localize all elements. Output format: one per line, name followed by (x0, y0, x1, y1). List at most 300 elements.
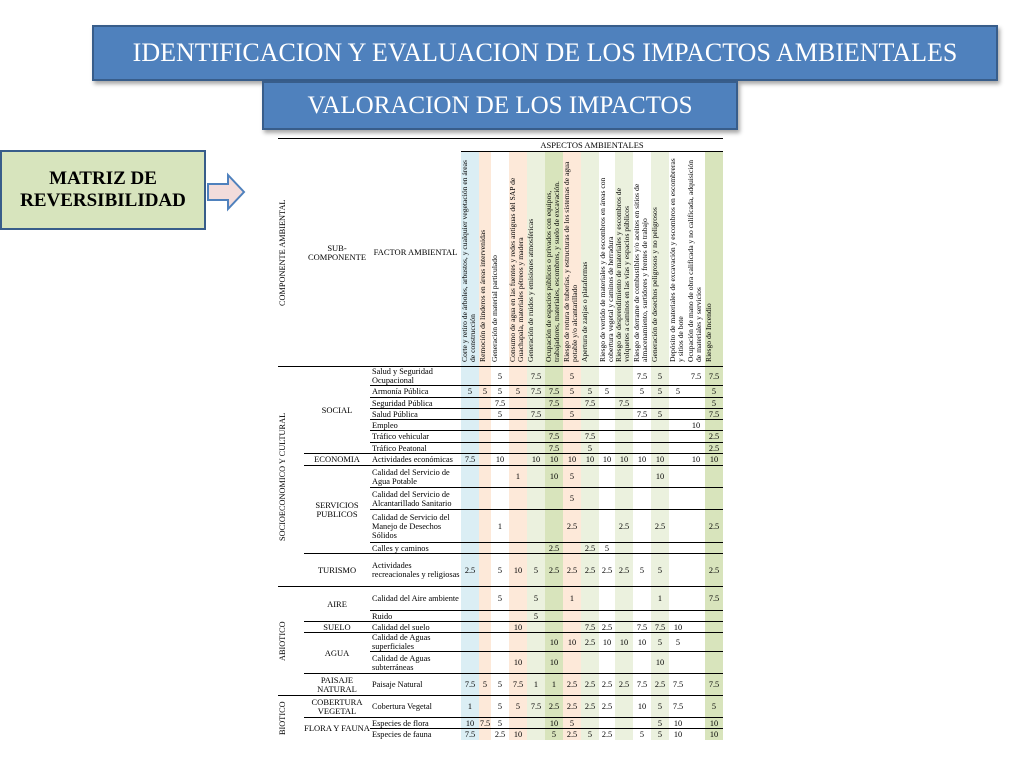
value-cell (581, 510, 599, 543)
value-cell: 7.5 (491, 398, 509, 409)
value-cell (599, 466, 615, 488)
value-cell: 5 (527, 611, 545, 622)
value-cell (479, 729, 491, 740)
value-cell: 10 (527, 454, 545, 466)
aspect-label: Generación de ruidos y emisiones atmosféricas (526, 218, 535, 362)
value-cell (479, 696, 491, 718)
value-cell (705, 611, 723, 622)
value-cell (669, 652, 687, 674)
value-cell (527, 488, 545, 510)
value-cell: 5 (651, 367, 669, 386)
value-cell (545, 611, 563, 622)
value-cell: 2.5 (599, 674, 615, 696)
value-cell (527, 543, 545, 554)
value-cell (615, 543, 633, 554)
value-cell (491, 420, 509, 431)
value-cell (479, 431, 491, 443)
value-cell (669, 431, 687, 443)
value-cell: 10 (545, 718, 563, 729)
value-cell: 7.5 (633, 622, 651, 633)
value-cell (633, 543, 651, 554)
aspect-header-3 (491, 152, 509, 367)
aspect-header-12 (651, 152, 669, 367)
value-cell (581, 466, 599, 488)
value-cell (599, 718, 615, 729)
value-cell: 2.5 (599, 696, 615, 718)
value-cell: 7.5 (461, 729, 479, 740)
value-cell: 2.5 (461, 554, 479, 587)
value-cell (563, 398, 581, 409)
factor-cell: Empleo (370, 420, 461, 431)
value-cell: 7.5 (669, 674, 687, 696)
value-cell (545, 420, 563, 431)
value-cell (461, 633, 479, 652)
value-cell (615, 729, 633, 740)
value-cell (563, 652, 581, 674)
value-cell: 5 (491, 674, 509, 696)
value-cell: 7.5 (461, 454, 479, 466)
table-row (278, 454, 723, 466)
value-cell: 5 (461, 386, 479, 398)
value-cell (599, 398, 615, 409)
value-cell: 10 (563, 454, 581, 466)
aspect-label: Depósito de materiales de excavación y escombros en escombreras y sitios de bote (668, 158, 685, 362)
factor-cell: Seguridad Pública (370, 398, 461, 409)
component-cell (278, 696, 304, 740)
aspect-header-11 (633, 152, 651, 367)
factor-cell: Calidad del Servicio de Alcantarillado Sanitario (370, 488, 461, 510)
aspect-header-6 (545, 152, 563, 367)
value-cell (687, 652, 705, 674)
aspect-label: Consumo de agua en las fuentes y redes antiguas del SAP de Guachapala, materiales pétreos y madera (508, 177, 525, 362)
value-cell (491, 431, 509, 443)
value-cell (651, 443, 669, 454)
aspect-label: Corte y retiro de árboles, arbustos, y cualquier vegetación en áreas de construcción (460, 160, 477, 362)
value-cell: 1 (651, 587, 669, 611)
value-cell (461, 652, 479, 674)
value-cell (633, 431, 651, 443)
factor-cell: Actividades recreacionales y religiosas (370, 554, 461, 587)
value-cell: 5 (563, 386, 581, 398)
value-cell (669, 466, 687, 488)
value-cell: 7.5 (615, 398, 633, 409)
value-cell (509, 543, 527, 554)
value-cell (687, 696, 705, 718)
value-cell (509, 587, 527, 611)
value-cell (479, 488, 491, 510)
value-cell (669, 587, 687, 611)
value-cell (615, 367, 633, 386)
value-cell: 7.5 (705, 409, 723, 420)
value-cell: 5 (563, 367, 581, 386)
subtitle: VALORACION DE LOS IMPACTOS (307, 92, 693, 119)
value-cell: 5 (545, 729, 563, 740)
value-cell (633, 488, 651, 510)
value-cell (687, 398, 705, 409)
value-cell: 5 (705, 696, 723, 718)
value-cell (461, 466, 479, 488)
aspect-label: Riesgo de desprendimiento de materiales y escombros de volquetes a caminos en las vías y espacios públicos (614, 188, 631, 362)
value-cell: 5 (527, 587, 545, 611)
value-cell (509, 409, 527, 420)
factor-cell: Cobertura Vegetal (370, 696, 461, 718)
value-cell (527, 633, 545, 652)
value-cell (509, 510, 527, 543)
value-cell (563, 543, 581, 554)
value-cell: 2.5 (705, 443, 723, 454)
value-cell: 10 (651, 652, 669, 674)
value-cell (545, 510, 563, 543)
value-cell: 10 (669, 729, 687, 740)
value-cell (491, 652, 509, 674)
value-cell (545, 622, 563, 633)
value-cell: 5 (581, 443, 599, 454)
value-cell: 5 (651, 633, 669, 652)
value-cell (615, 466, 633, 488)
value-cell (615, 409, 633, 420)
value-cell: 2.5 (563, 554, 581, 587)
value-cell: 7.5 (527, 367, 545, 386)
aspect-header-7 (563, 152, 581, 367)
value-cell: 7.5 (527, 696, 545, 718)
value-cell: 1 (491, 510, 509, 543)
aspect-header-5 (527, 152, 545, 367)
value-cell (633, 611, 651, 622)
component-cell (278, 367, 304, 587)
value-cell: 5 (491, 718, 509, 729)
value-cell: 5 (527, 554, 545, 587)
value-cell: 2.5 (615, 554, 633, 587)
value-cell (669, 398, 687, 409)
value-cell (687, 431, 705, 443)
value-cell (491, 488, 509, 510)
value-cell (479, 611, 491, 622)
value-cell (461, 543, 479, 554)
value-cell: 2.5 (563, 729, 581, 740)
matrix-label: MATRIZ DE REVERSIBILIDAD (0, 150, 206, 230)
aspects-header: ASPECTOS AMBIENTALES (461, 139, 723, 152)
value-cell: 10 (687, 420, 705, 431)
value-cell: 7.5 (461, 674, 479, 696)
value-cell: 2.5 (581, 633, 599, 652)
value-cell (563, 443, 581, 454)
value-cell: 10 (545, 466, 563, 488)
factor-cell: Tráfico vehicular (370, 431, 461, 443)
value-cell (491, 622, 509, 633)
value-cell (669, 420, 687, 431)
value-cell (479, 398, 491, 409)
value-cell (633, 510, 651, 543)
value-cell (633, 587, 651, 611)
factor-header: FACTOR AMBIENTAL (370, 139, 461, 367)
value-cell: 7.5 (581, 622, 599, 633)
value-cell: 10 (669, 718, 687, 729)
value-cell (479, 420, 491, 431)
value-cell (563, 431, 581, 443)
value-cell: 7.5 (687, 367, 705, 386)
value-cell (599, 510, 615, 543)
table-row (278, 674, 723, 696)
aspect-header-4 (509, 152, 527, 367)
value-cell: 7.5 (705, 367, 723, 386)
value-cell: 2.5 (581, 543, 599, 554)
value-cell (633, 398, 651, 409)
factor-cell: Actividades económicas (370, 454, 461, 466)
value-cell (509, 611, 527, 622)
subcomponent-cell: FLORA Y FAUNA (304, 718, 370, 740)
value-cell: 10 (651, 466, 669, 488)
value-cell (599, 409, 615, 420)
value-cell: 10 (509, 729, 527, 740)
aspect-label: Ocupación de mano de obra calificada y no calificada, adquisición de materiales y servicios (686, 160, 703, 362)
value-cell (461, 622, 479, 633)
value-cell (527, 718, 545, 729)
value-cell: 10 (545, 454, 563, 466)
subcomponent-cell: SERVICIOS PUBLICOS (304, 466, 370, 554)
value-cell: 7.5 (651, 622, 669, 633)
value-cell (669, 454, 687, 466)
factor-cell: Especies de fauna (370, 729, 461, 740)
value-cell (479, 652, 491, 674)
value-cell: 2.5 (651, 510, 669, 543)
value-cell (527, 652, 545, 674)
value-cell: 2.5 (705, 510, 723, 543)
aspect-header-8 (581, 152, 599, 367)
value-cell: 7.5 (545, 386, 563, 398)
value-cell (599, 431, 615, 443)
value-cell (599, 488, 615, 510)
value-cell (581, 611, 599, 622)
table-row (278, 696, 723, 718)
value-cell (479, 510, 491, 543)
value-cell (509, 420, 527, 431)
value-cell (633, 420, 651, 431)
value-cell (687, 718, 705, 729)
value-cell: 5 (491, 409, 509, 420)
table-row (278, 633, 723, 652)
value-cell (687, 510, 705, 543)
value-cell (687, 386, 705, 398)
value-cell: 5 (705, 398, 723, 409)
value-cell (633, 718, 651, 729)
value-cell (669, 611, 687, 622)
value-cell (461, 587, 479, 611)
value-cell: 5 (633, 729, 651, 740)
factor-cell: Calidad del Aire ambiente (370, 587, 461, 611)
value-cell: 5 (563, 718, 581, 729)
value-cell (461, 367, 479, 386)
value-cell (581, 488, 599, 510)
value-cell: 7.5 (545, 431, 563, 443)
factor-cell: Tráfico Peatonal (370, 443, 461, 454)
value-cell (581, 652, 599, 674)
value-cell (461, 510, 479, 543)
value-cell: 2.5 (563, 510, 581, 543)
value-cell: 5 (651, 409, 669, 420)
value-cell (479, 466, 491, 488)
value-cell (509, 398, 527, 409)
value-cell: 5 (651, 554, 669, 587)
value-cell (687, 554, 705, 587)
value-cell (615, 420, 633, 431)
value-cell: 7.5 (633, 367, 651, 386)
value-cell: 2.5 (651, 674, 669, 696)
value-cell: 10 (705, 718, 723, 729)
value-cell (581, 587, 599, 611)
value-cell: 5 (509, 386, 527, 398)
value-cell: 5 (651, 729, 669, 740)
value-cell (669, 543, 687, 554)
subcomponent-cell: SUELO (304, 622, 370, 633)
value-cell (687, 443, 705, 454)
value-cell (669, 367, 687, 386)
reversibility-matrix (278, 138, 723, 740)
value-cell: 5 (509, 696, 527, 718)
subcomponent-cell: AIRE (304, 587, 370, 622)
value-cell (615, 652, 633, 674)
value-cell (527, 466, 545, 488)
value-cell (687, 611, 705, 622)
value-cell: 2.5 (599, 554, 615, 587)
value-cell: 10 (509, 554, 527, 587)
value-cell: 10 (599, 633, 615, 652)
value-cell: 7.5 (669, 696, 687, 718)
value-cell: 5 (705, 386, 723, 398)
aspect-label: Generación de material particulado (490, 255, 499, 362)
value-cell: 5 (479, 386, 491, 398)
value-cell (687, 674, 705, 696)
factor-cell: Calidad de Aguas subterráneas (370, 652, 461, 674)
value-cell (687, 729, 705, 740)
value-cell: 2.5 (545, 554, 563, 587)
value-cell (669, 488, 687, 510)
component-name: BIOTICO (278, 700, 287, 735)
value-cell (651, 398, 669, 409)
value-cell (545, 409, 563, 420)
value-cell: 2.5 (491, 729, 509, 740)
value-cell (615, 622, 633, 633)
factor-cell: Calidad de Servicio del Manejo de Desechos Sólidos (370, 510, 461, 543)
value-cell (581, 718, 599, 729)
value-cell: 2.5 (581, 674, 599, 696)
subcomponent-header: SUB-COMPONENTE (304, 139, 370, 367)
value-cell (599, 611, 615, 622)
value-cell (687, 622, 705, 633)
value-cell (461, 431, 479, 443)
value-cell (509, 488, 527, 510)
value-cell (615, 431, 633, 443)
value-cell: 10 (651, 454, 669, 466)
aspect-header-9 (599, 152, 615, 367)
value-cell: 5 (491, 587, 509, 611)
value-cell: 7.5 (527, 409, 545, 420)
value-cell: 7.5 (581, 431, 599, 443)
value-cell: 5 (633, 554, 651, 587)
value-cell (651, 611, 669, 622)
value-cell (669, 409, 687, 420)
value-cell: 7.5 (509, 674, 527, 696)
factor-cell: Salud Pública (370, 409, 461, 420)
main-title-banner (92, 25, 998, 81)
value-cell (599, 420, 615, 431)
value-cell: 1 (461, 696, 479, 718)
value-cell (479, 543, 491, 554)
value-cell (479, 622, 491, 633)
value-cell: 5 (563, 488, 581, 510)
value-cell (651, 488, 669, 510)
aspect-label: Remoción de linderos en áreas intervenidas (478, 229, 487, 362)
factor-cell: Calidad de Aguas superficiales (370, 633, 461, 652)
value-cell (615, 611, 633, 622)
value-cell (615, 386, 633, 398)
value-cell: 5 (581, 386, 599, 398)
component-name: ABIOTICO (278, 621, 287, 661)
value-cell (687, 466, 705, 488)
value-cell: 7.5 (527, 386, 545, 398)
factor-cell: Salud y Seguridad Ocupacional (370, 367, 461, 386)
value-cell: 10 (461, 718, 479, 729)
value-cell (461, 398, 479, 409)
value-cell (651, 543, 669, 554)
value-cell (527, 510, 545, 543)
value-cell: 1 (563, 587, 581, 611)
value-cell: 7.5 (705, 674, 723, 696)
value-cell (651, 431, 669, 443)
value-cell (705, 420, 723, 431)
factor-cell: Calidad del Servicio de Agua Potable (370, 466, 461, 488)
value-cell: 5 (651, 718, 669, 729)
value-cell: 1 (527, 674, 545, 696)
value-cell: 10 (599, 454, 615, 466)
value-cell (461, 409, 479, 420)
value-cell (527, 729, 545, 740)
value-cell: 5 (651, 386, 669, 398)
factor-cell: Paisaje Natural (370, 674, 461, 696)
value-cell: 7.5 (545, 398, 563, 409)
factor-cell: Ruido (370, 611, 461, 622)
value-cell: 10 (705, 454, 723, 466)
table-row (278, 587, 723, 611)
subcomponent-cell: TURISMO (304, 554, 370, 587)
value-cell: 5 (651, 696, 669, 718)
factor-cell: Calles y caminos (370, 543, 461, 554)
value-cell (479, 409, 491, 420)
value-cell: 2.5 (563, 674, 581, 696)
value-cell: 10 (687, 454, 705, 466)
value-cell (545, 587, 563, 611)
value-cell: 2.5 (599, 729, 615, 740)
component-header: COMPONENTE AMBIENTAL (278, 199, 287, 306)
value-cell (563, 611, 581, 622)
value-cell (705, 488, 723, 510)
value-cell (527, 420, 545, 431)
value-cell (509, 443, 527, 454)
value-cell (615, 718, 633, 729)
aspect-header-13 (669, 152, 687, 367)
value-cell (491, 633, 509, 652)
value-cell: 10 (669, 622, 687, 633)
aspect-label: Ocupación de espacios públicos o privados con equipos, trabajadores, materiales, escombros, y suelo de excavación. (544, 181, 561, 362)
value-cell (687, 587, 705, 611)
value-cell (527, 622, 545, 633)
value-cell: 10 (563, 633, 581, 652)
value-cell: 5 (491, 554, 509, 587)
table-row (278, 718, 723, 729)
value-cell: 2.5 (581, 696, 599, 718)
value-cell: 7.5 (633, 409, 651, 420)
value-cell (527, 443, 545, 454)
value-cell (633, 466, 651, 488)
